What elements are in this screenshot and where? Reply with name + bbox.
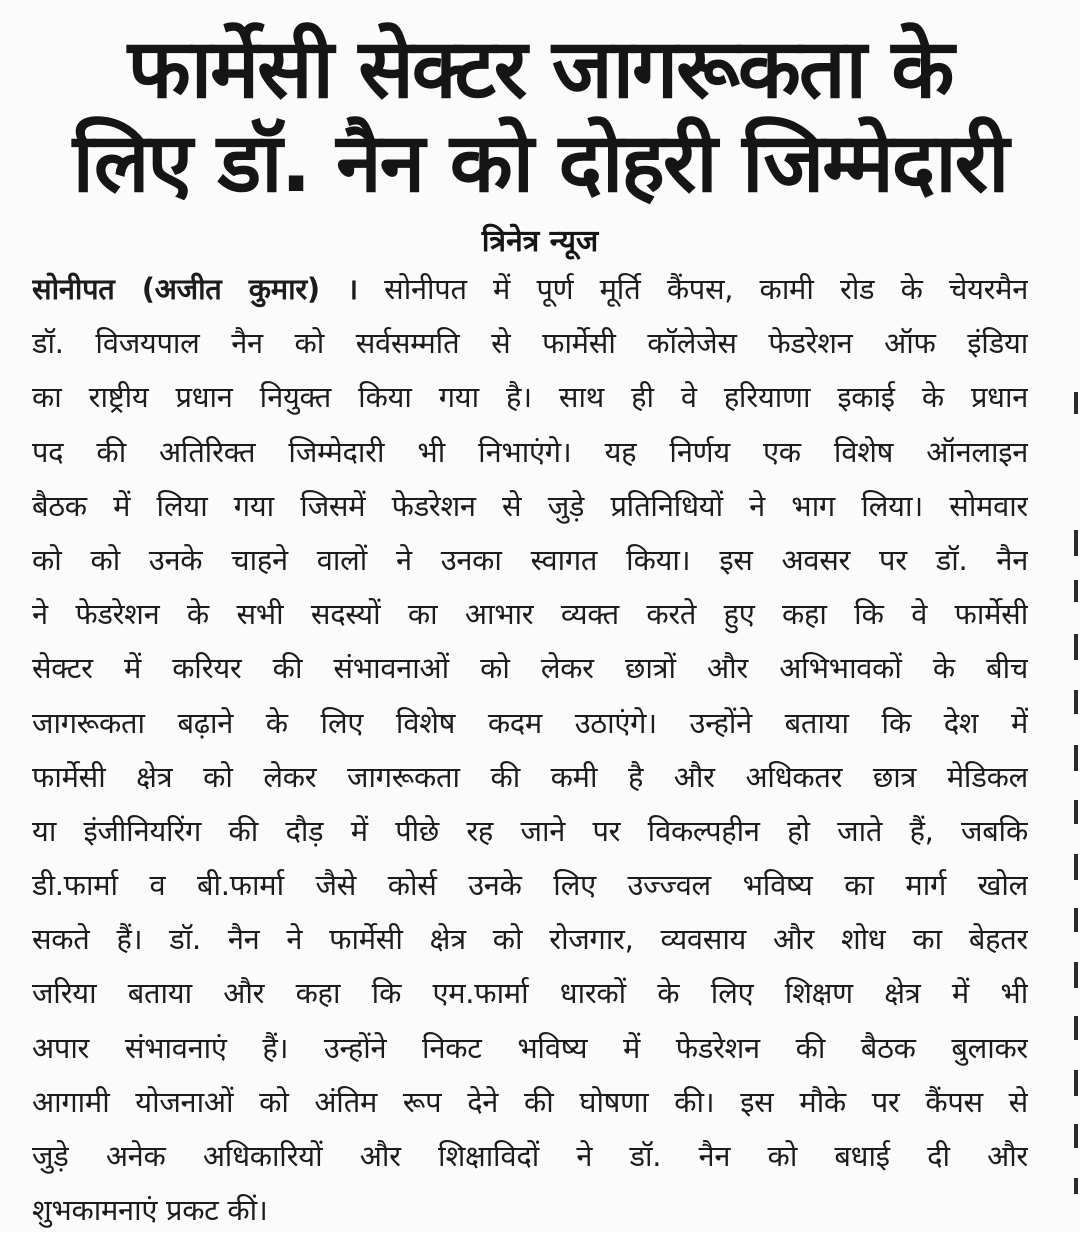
article-line-2: डॉ. विजयपाल नैन को सर्वसम्मति से फार्मेसी कॉलेजेस फेडरेशन ऑफ इंडिया (32, 326, 1028, 361)
byline: त्रिनेत्र न्यूज (481, 224, 599, 259)
article-line-15: अपार संभावनाएं हैं। उन्होंने निकट भविष्य में फेडरेशन की बैठक बुलाकर (32, 1030, 1028, 1065)
adjacent-column-edge (1070, 380, 1080, 1200)
article-line-4: पद की अतिरिक्त जिम्मेदारी भी निभाएंगे। यह निर्णय एक विशेष ऑनलाइन (32, 434, 1028, 469)
dateline: सोनीपत (अजीत कुमार) । (32, 272, 358, 306)
article-line-10: फार्मेसी क्षेत्र को लेकर जागरूकता की कमी है और अधिकतर छात्र मेडिकल (32, 759, 1028, 794)
article-body (32, 262, 1028, 1237)
article-line-18: शुभकामनाएं प्रकट कीं। (32, 1193, 268, 1228)
article-line-14: जरिया बताया और कहा कि एम.फार्मा धारकों के लिए शिक्षण क्षेत्र में भी (32, 976, 1028, 1011)
article-line-1-text: सोनीपत में पूर्ण मूर्ति कैंपस, कामी रोड के चेयरमैन (357, 272, 1028, 306)
headline-line-2: लिए डॉ. नैन को दोहरी जिम्मेदारी (72, 116, 1008, 211)
article-line-7: ने फेडरेशन के सभी सदस्यों का आभार व्यक्त करते हुए कहा कि वे फार्मेसी (32, 597, 1028, 632)
article-line-8: सेक्टर में करियर की संभावनाओं को लेकर छात्रों और अभिभावकों के बीच (32, 651, 1028, 686)
article-line-17: जुड़े अनेक अधिकारियों और शिक्षाविदों ने डॉ. नैन को बधाई दी और (32, 1139, 1028, 1173)
article-line-9: जागरूकता बढ़ाने के लिए विशेष कदम उठाएंगे। उन्होंने बताया कि देश में (32, 705, 1028, 740)
article-line-13: सकते हैं। डॉ. नैन ने फार्मेसी क्षेत्र को रोजगार, व्यवसाय और शोध का बेहतर (32, 922, 1028, 957)
article-line-1 (32, 262, 1028, 316)
article-line-12: डी.फार्मा व बी.फार्मा जैसे कोर्स उनके लिए उज्ज्वल भविष्य का मार्ग खोल (32, 868, 1028, 903)
headline-line-1: फार्मेसी सेक्टर जागरूकता के (127, 22, 953, 117)
article-line-5: बैठक में लिया गया जिसमें फेडरेशन से जुड़े प्रतिनिधियों ने भाग लिया। सोमवार (32, 488, 1028, 523)
article-line-11: या इंजीनियरिंग की दौड़ में पीछे रह जाने पर विकल्पहीन हो जाते हैं, जबकि (32, 813, 1028, 848)
article-line-3: का राष्ट्रीय प्रधान नियुक्त किया गया है। साथ ही वे हरियाणा इकाई के प्रधान (32, 380, 1028, 415)
article-line-16: आगामी योजनाओं को अंतिम रूप देने की घोषणा की। इस मौके पर कैंपस से (32, 1084, 1028, 1119)
article-line-6: को को उनके चाहने वालों ने उनका स्वागत किया। इस अवसर पर डॉ. नैन (32, 542, 1028, 577)
